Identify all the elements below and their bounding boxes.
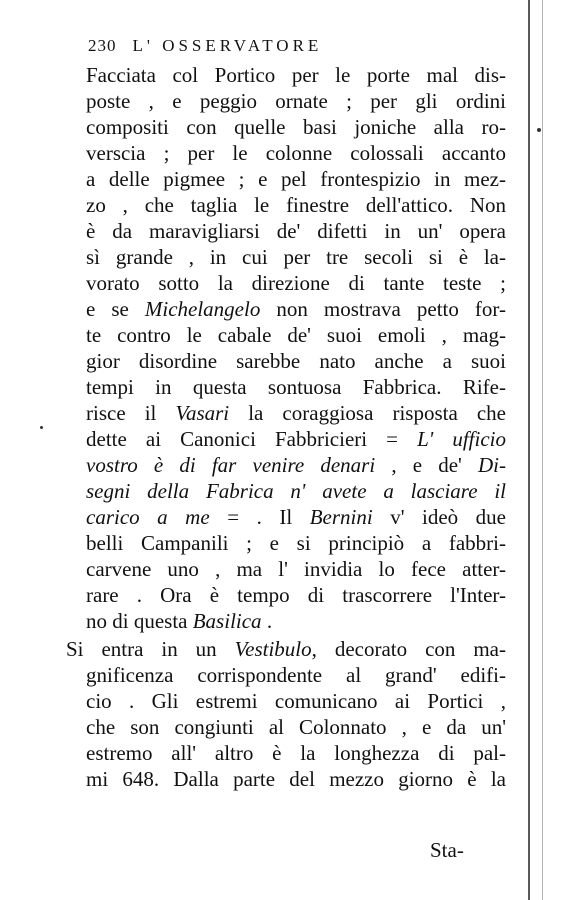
text-line: e se Michelangelo non mostrava petto for- xyxy=(86,297,506,321)
text-line: poste , e peggio ornate ; per gli ordini xyxy=(86,89,506,113)
text-line: te contro le cabale de' suoi emoli , mag- xyxy=(86,323,506,347)
text-line: mi 648. Dalla parte del mezzo giorno è la xyxy=(86,767,506,791)
text-line: è da maravigliarsi de' difetti in un' opera xyxy=(86,219,506,243)
italic-name: Bernini xyxy=(309,505,373,529)
italic-quote: Di- xyxy=(478,453,506,477)
italic-name: Vasari xyxy=(175,401,230,425)
text-line: a delle pigmee ; e pel frontespizio in mez- xyxy=(86,167,506,191)
text-line: estremo all' altro è la longhezza di pal- xyxy=(86,741,506,765)
italic-quote: segni della Fabrica n' avete a lasciare il xyxy=(86,479,506,503)
text-line: che son congiunti al Colonnato , e da un' xyxy=(86,715,506,739)
text-line: tempi in questa sontuosa Fabbrica. Rife- xyxy=(86,375,506,399)
running-title: L' OSSERVATORE xyxy=(132,36,323,55)
text-line: vorato sotto la direzione di tante teste ; xyxy=(86,271,506,295)
italic-quote: L' ufficio xyxy=(417,427,506,451)
text-line: carvene uno , ma l' invidia lo fece atter- xyxy=(86,557,506,581)
catchword: Sta- xyxy=(430,838,464,862)
page-edge-shadow xyxy=(542,0,543,900)
text-line: sì grande , in cui per tre secoli si è la- xyxy=(86,245,506,269)
text-line: belli Campanili ; e si principiò a fabbri- xyxy=(86,531,506,555)
ink-speck xyxy=(537,128,541,132)
text-line: risce il Vasari la coraggiosa risposta che xyxy=(86,401,506,425)
italic-name: Vestibulo xyxy=(234,637,312,661)
text-line: compositi con quelle basi joniche alla ro- xyxy=(86,115,506,139)
text-line: vostro è di far venire denari , e de' Di- xyxy=(86,453,506,477)
text-line: Si entra in un Vestibulo, decorato con ma- xyxy=(66,637,506,661)
page-number: 230 xyxy=(88,36,117,55)
italic-name: Basilica xyxy=(192,609,262,633)
text-line: gnificenza corrispondente al grand' edifi- xyxy=(86,663,506,687)
text-line: no di questa Basilica . xyxy=(86,609,273,633)
running-head xyxy=(88,36,322,56)
italic-name: Michelangelo xyxy=(144,297,261,321)
ink-speck xyxy=(40,426,43,429)
text-line xyxy=(86,478,506,504)
text-line: verscia ; per le colonne colossali accanto xyxy=(86,141,506,165)
text-line: rare . Ora è tempo di trascorrere l'Inter- xyxy=(86,583,506,607)
text-line: cio . Gli estremi comunicano ai Portici , xyxy=(86,689,506,713)
text-line: carico a me = . Il Bernini v' ideò due xyxy=(86,505,507,529)
text-line: dette ai Canonici Fabbricieri = L' ufficio xyxy=(86,427,506,451)
text-line: gior disordine sarebbe nato anche a suoi xyxy=(86,349,506,373)
italic-quote: carico a me xyxy=(86,505,210,529)
text-line: Facciata col Portico per le porte mal dis- xyxy=(86,63,506,87)
italic-quote: vostro è di far venire denari xyxy=(86,453,376,477)
page-edge-line xyxy=(528,0,530,900)
text-line: zo , che taglia le finestre dell'attico. Non xyxy=(86,193,506,217)
